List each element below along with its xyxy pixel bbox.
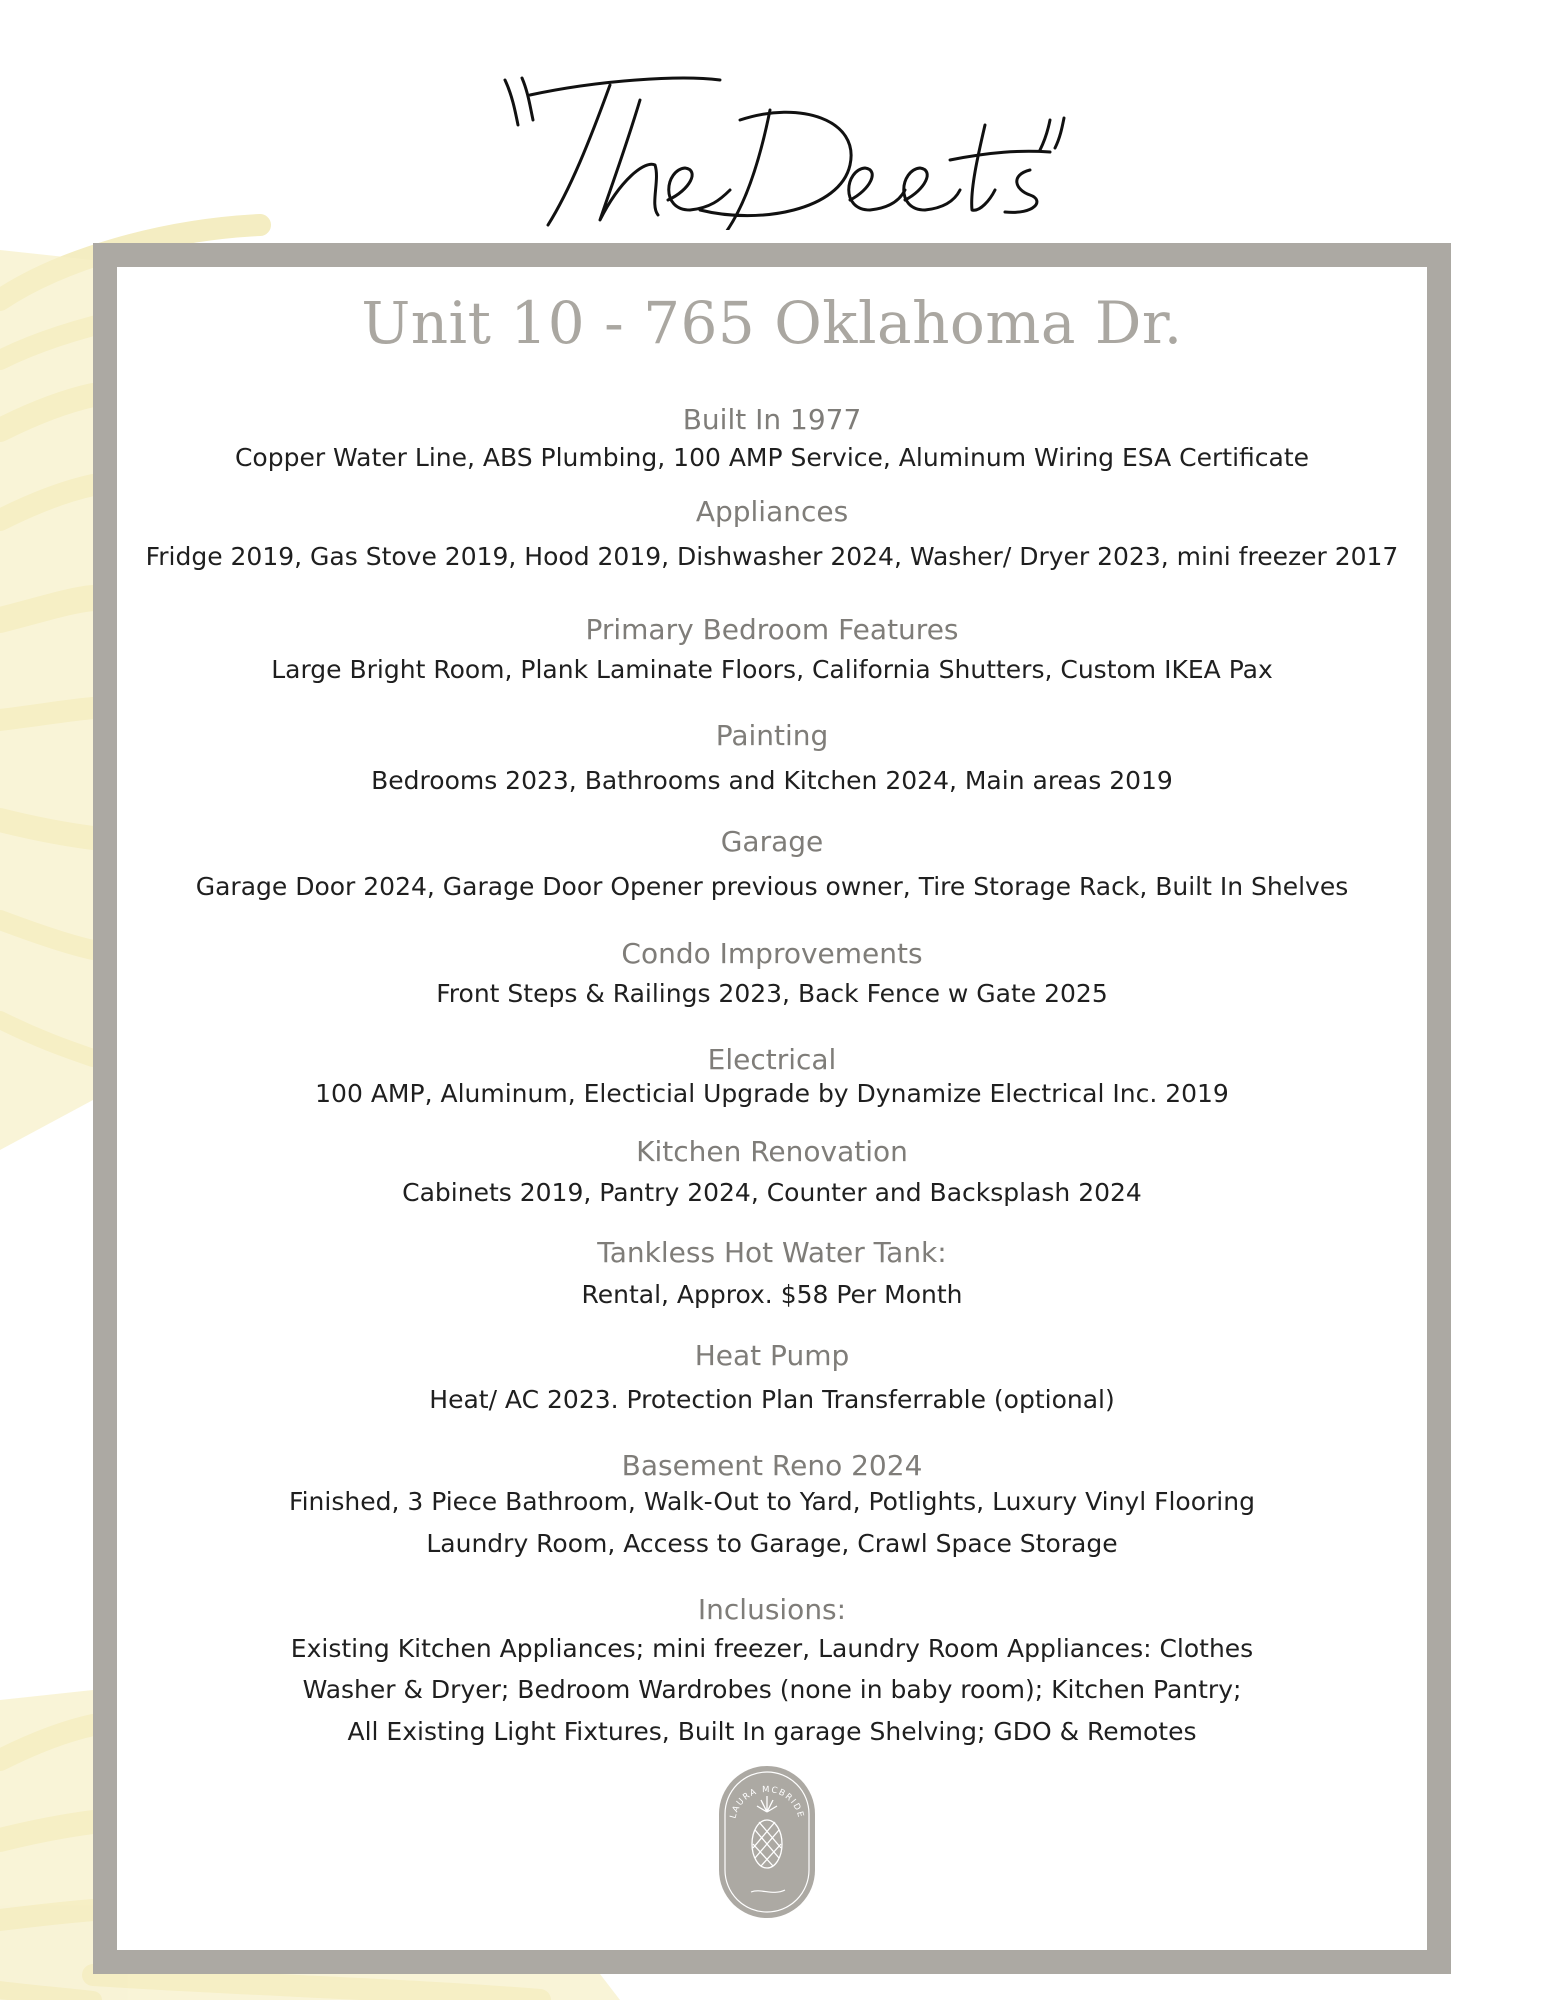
script-title-artwork: [0, 40, 1545, 230]
section-heading-heat-pump: Heat Pump: [694, 1339, 850, 1372]
section-body-primary-bedroom: Large Bright Room, Plank Laminate Floors, California Shutters, Custom IKEA Pax: [271, 655, 1273, 684]
section-body-basement-line-1: Finished, 3 Piece Bathroom, Walk-Out to Yard, Potlights, Luxury Vinyl Flooring: [289, 1487, 1255, 1516]
section-body-painting: Bedrooms 2023, Bathrooms and Kitchen 2024, Main areas 2019: [371, 766, 1173, 795]
section-heading-hot-water: Tankless Hot Water Tank:: [597, 1236, 947, 1269]
section-heading-inclusions: Inclusions:: [697, 1593, 847, 1626]
section-body-condo: Front Steps & Railings 2023, Back Fence w Gate 2025: [436, 979, 1108, 1008]
section-body-heat-pump: Heat/ AC 2023. Protection Plan Transferrable (optional): [429, 1385, 1115, 1414]
listing-title: Unit 10 - 765 Oklahoma Dr.: [361, 289, 1183, 357]
section-heading-built: Built In 1977: [682, 403, 862, 436]
section-body-inclusions-line-1: Existing Kitchen Appliances; mini freezer, Laundry Room Appliances: Clothes: [290, 1634, 1254, 1663]
section-body-kitchen: Cabinets 2019, Pantry 2024, Counter and Backsplash 2024: [402, 1178, 1142, 1207]
section-heading-condo: Condo Improvements: [621, 937, 923, 970]
section-body-built: Copper Water Line, ABS Plumbing, 100 AMP Service, Aluminum Wiring ESA Certificate: [234, 443, 1310, 472]
section-heading-basement: Basement Reno 2024: [621, 1449, 923, 1482]
section-heading-appliances: Appliances: [695, 495, 849, 528]
section-heading-garage: Garage: [720, 825, 824, 858]
section-body-inclusions-line-2: Washer & Dryer; Bedroom Wardrobes (none in baby room); Kitchen Pantry;: [302, 1675, 1242, 1704]
section-heading-electrical: Electrical: [707, 1043, 837, 1076]
section-heading-kitchen: Kitchen Renovation: [636, 1135, 908, 1168]
brand-logo: [717, 1764, 817, 1920]
section-body-appliances: Fridge 2019, Gas Stove 2019, Hood 2019, Dishwasher 2024, Washer/ Dryer 2023, mini freezer 2017: [145, 542, 1399, 571]
section-body-hot-water: Rental, Approx. $58 Per Month: [581, 1280, 963, 1309]
section-body-basement-line-2: Laundry Room, Access to Garage, Crawl Space Storage: [426, 1529, 1118, 1558]
section-heading-painting: Painting: [715, 719, 829, 752]
section-body-electrical: 100 AMP, Aluminum, Electicial Upgrade by Dynamize Electrical Inc. 2019: [315, 1079, 1229, 1108]
details-content: [117, 267, 1427, 1950]
section-body-inclusions-line-3: All Existing Light Fixtures, Built In garage Shelving; GDO & Remotes: [347, 1717, 1197, 1746]
section-body-garage: Garage Door 2024, Garage Door Opener previous owner, Tire Storage Rack, Built In Shelves: [195, 872, 1349, 901]
section-heading-primary-bedroom: Primary Bedroom Features: [585, 613, 959, 646]
svg-text:LAURA MCBRIDE: LAURA MCBRIDE: [728, 1784, 806, 1820]
details-frame: [93, 243, 1451, 1974]
